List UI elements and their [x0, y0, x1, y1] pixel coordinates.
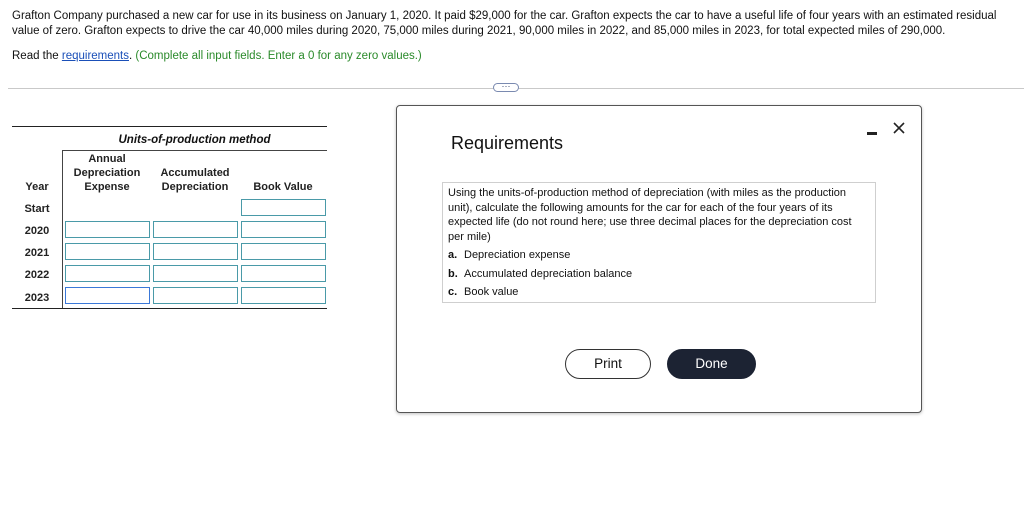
input-depreciation-2023[interactable] [65, 287, 150, 304]
requirements-link[interactable]: requirements [61, 50, 129, 62]
instructions-prefix: Read the [12, 50, 62, 62]
requirement-letter-b: b. [448, 267, 458, 280]
requirement-item-b [448, 267, 870, 282]
input-depreciation-2021[interactable] [65, 243, 150, 260]
input-accumulated-2020[interactable] [153, 221, 238, 238]
header-annual-depreciation [64, 152, 150, 194]
problem-statement: Grafton Company purchased a new car for use in its business on January 1, 2020. It paid $29,000 for the car. Grafton expects the car to have a useful life of four years with an estimated residual value of zero. Grafton expects to drive the car 40,000 miles during 2020, 75,000 miles during 2021, 90,000 miles in 2022, and 85,000 miles in 2023, for total expected miles of 290,000. [12, 10, 997, 37]
row-label-start: Start [24, 203, 50, 215]
row-label-2023: 2023 [24, 292, 50, 304]
instructions-dot: . [129, 50, 133, 62]
requirement-letter-c: c. [448, 286, 458, 298]
input-book-value-2022[interactable] [241, 265, 326, 282]
requirement-text-a: Depreciation expense [464, 249, 571, 261]
row-label-2022: 2022 [24, 269, 50, 281]
input-book-value-2020[interactable] [241, 221, 326, 238]
header-accum-line2: Depreciation [161, 181, 229, 193]
header-annual-line3: Expense [84, 181, 130, 193]
done-button[interactable]: Done [667, 349, 756, 379]
input-accumulated-2022[interactable] [153, 265, 238, 282]
input-book-value-2021[interactable] [241, 243, 326, 260]
table-method-title: Units-of-production method [118, 134, 271, 146]
table-header-rule [62, 150, 327, 151]
header-year: Year [25, 181, 49, 193]
requirement-item-a [448, 248, 870, 263]
requirements-dialog [396, 105, 922, 413]
input-book-value-start[interactable] [241, 199, 326, 216]
requirement-text-b: Accumulated depreciation balance [464, 267, 633, 280]
minimize-icon[interactable] [866, 124, 880, 138]
instructions [12, 49, 422, 64]
requirement-item-c [448, 285, 870, 300]
requirements-box [442, 182, 876, 303]
instructions-note: (Complete all input fields. Enter a 0 for any zero values.) [132, 50, 422, 62]
close-icon[interactable] [891, 120, 907, 136]
dialog-title: Requirements [451, 133, 564, 153]
header-book-value: Book Value [253, 181, 313, 193]
row-label-2020: 2020 [24, 225, 50, 237]
requirement-text-c: Book value [464, 286, 519, 298]
table-bottom-rule [12, 308, 327, 309]
header-annual-line2: Depreciation [73, 167, 141, 179]
requirement-letter-a: a. [448, 249, 458, 261]
print-button[interactable]: Print [565, 349, 651, 379]
table-top-rule [12, 126, 327, 127]
expand-ellipsis-button[interactable]: ··· [493, 83, 519, 92]
input-depreciation-2020[interactable] [65, 221, 150, 238]
table-year-separator [62, 150, 63, 308]
row-label-2021: 2021 [24, 247, 50, 259]
input-depreciation-2022[interactable] [65, 265, 150, 282]
header-accumulated-depreciation [152, 166, 238, 194]
input-accumulated-2021[interactable] [153, 243, 238, 260]
requirements-body: Using the units-of-production method of depreciation (with miles as the production unit), calculate the following amounts for the car for each of the four years of its expected life (do not round here; use three decimal places for the depreciation cost per mile) [448, 187, 852, 243]
input-accumulated-2023[interactable] [153, 287, 238, 304]
header-accum-line1: Accumulated [160, 167, 230, 179]
header-annual-line1: Annual [88, 153, 126, 165]
input-book-value-2023[interactable] [241, 287, 326, 304]
